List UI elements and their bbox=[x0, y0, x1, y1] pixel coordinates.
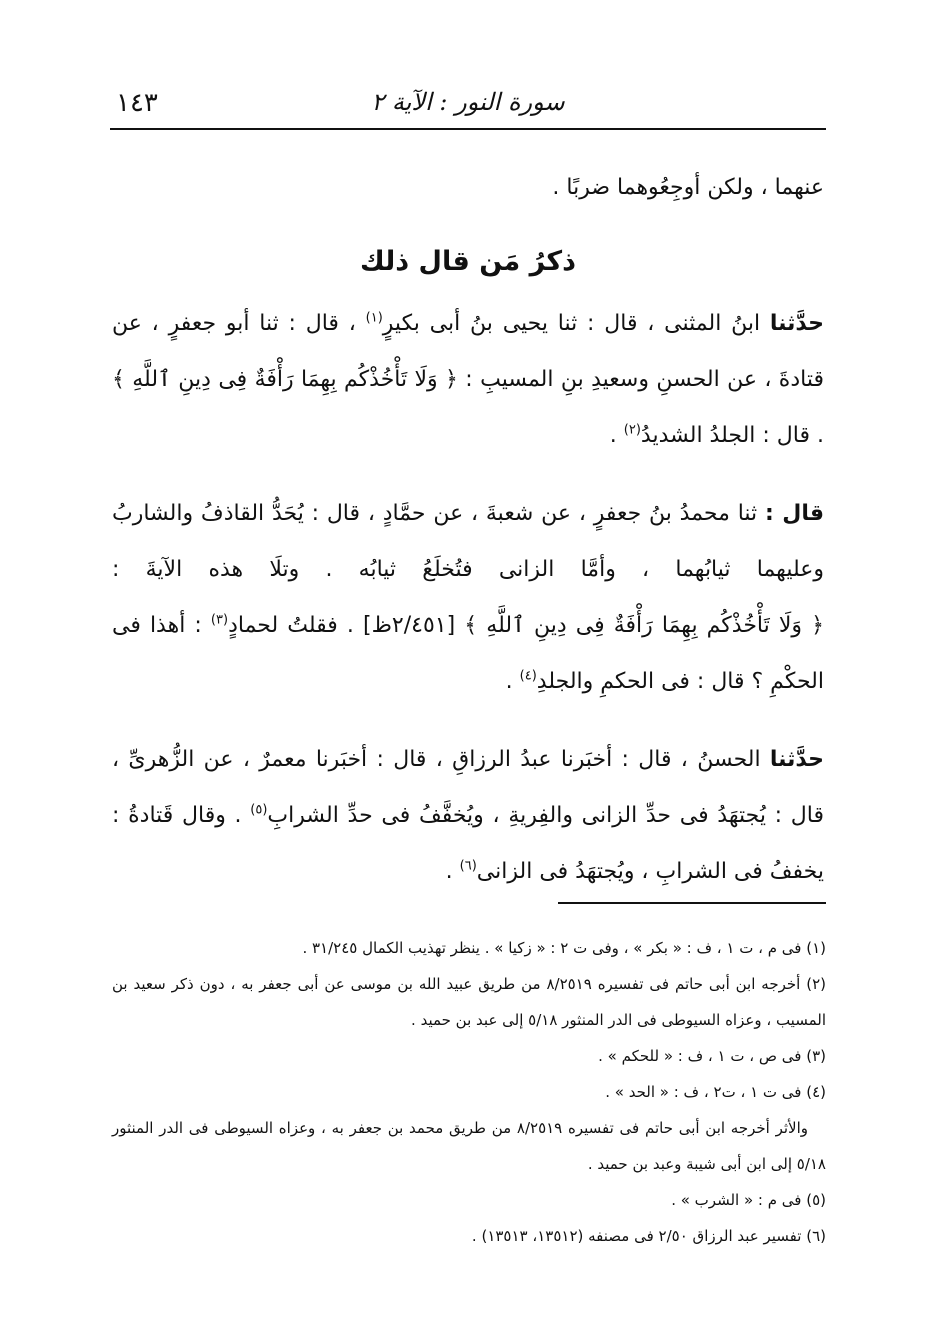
main-text bbox=[112, 160, 824, 922]
paragraph-lead: حدَّثنا bbox=[769, 747, 824, 772]
footnotes bbox=[112, 930, 826, 1254]
footnote-2: (٢) أخرجه ابن أبى حاتم فى تفسيره ٨/٢٥١٩ من طريق عبيد الله بن موسى عن أبى جعفر به ، دون ذكر سعيد بن المسيب ، وعزاه السيوطى فى الدر المنثور ٥/١٨ إلى عبد بن حميد . bbox=[112, 975, 827, 1029]
paragraph-text: . bbox=[609, 423, 624, 448]
page-header bbox=[110, 80, 826, 124]
running-title: سورة النور : الآية ٢ bbox=[371, 88, 565, 116]
paragraph-text: ثنا محمدُ بنُ جعفرٍ ، عن شعبةَ ، عن حمَّادٍ ، قال : يُحَدُّ القاذفُ والشاربُ وعليهما ثيابُهما ، وأمَّا الزانى فتُخلَعُ ثيابُه . وتلَا هذه الآيةَ : bbox=[112, 501, 824, 582]
footnote-ref: (٥) bbox=[250, 802, 268, 818]
paragraph-text: . bbox=[505, 669, 520, 694]
paragraph-text: ابنُ المثنى ، قال : ثنا يحيى بنُ أبى بكيرٍ bbox=[382, 311, 770, 336]
footnote-ref: (٦) bbox=[459, 858, 477, 874]
footnote-ref: (٣) bbox=[210, 612, 229, 628]
footnote-3: (٣) فى ص ، ت ١ ، ف : « للحكم » . bbox=[598, 1047, 826, 1065]
paragraph-lead: قال : bbox=[764, 501, 824, 526]
paragraph-text: ، قال : ثنا أبو جعفرٍ ، عن قتادةَ ، عن الحسنِ وسعيدِ بنِ المسيبِ : bbox=[112, 311, 824, 392]
footnote-5: (٥) فى م : « الشرب » . bbox=[671, 1191, 826, 1209]
paragraph-2 bbox=[112, 486, 824, 710]
paragraph-text: . قال : الجلدُ الشديدُ bbox=[640, 423, 824, 448]
footnote-4-continuation: والأثر أخرجه ابن أبى حاتم فى تفسيره ٨/٢٥١٩ من طريق محمد بن جعفر به ، وعزاه السيوطى فى الدر المنثور ٥/١٨ إلى ابن أبى شيبة وعبد بن حميد . bbox=[112, 1119, 826, 1173]
paragraph-text: . وقال قَتادةُ : يخففُ فى الشرابِ ، ويُجتهَدُ فى الزانى bbox=[112, 803, 824, 884]
paragraph-text: الحسنُ ، قال : أخبَرنا عبدُ الرزاقِ ، قال : أخبَرنا معمرٌ ، عن الزُّهرىِّ ، قال : يُجتهَدُ فى حدِّ الزانى والفِريةِ ، ويُخفَّفُ فى حدِّ الشرابِ bbox=[112, 747, 825, 828]
footnote-separator bbox=[558, 902, 826, 904]
footnote-4: (٤) فى ت ١ ، ت٢ ، ف : « الحد » . bbox=[605, 1083, 826, 1101]
paragraph-text: [٢/٤٥١ظ] . فقلتُ لحمادٍ bbox=[228, 613, 465, 638]
footnote-6: (٦) تفسير عبد الرزاق ٢/٥٠ فى مصنفه (١٣٥١٢، ١٣٥١٣) . bbox=[471, 1227, 826, 1245]
paragraph-3 bbox=[112, 732, 824, 900]
opening-line: عنهما ، ولكن أوجِعُوهما ضربًا . bbox=[552, 175, 824, 200]
section-heading: ذكرُ مَن قال ذلك bbox=[360, 246, 576, 277]
paragraph-text: . bbox=[445, 859, 460, 884]
paragraph-text: : أهذا فى الحكْمِ ؟ قال : فى الحكمِ والجلدِ bbox=[112, 613, 824, 694]
header-rule bbox=[110, 128, 826, 130]
footnote-1: (١) فى م ، ت ١ ، ف : « بكر » ، وفى ت ٢ : « زكيا » . ينظر تهذيب الكمال ٣١/٢٤٥ . bbox=[302, 939, 826, 957]
footnote-ref: (٢) bbox=[623, 422, 641, 438]
quran-quote: ﴿ وَلَا تَأْخُذْكُم بِهِمَا رَأْفَةٌ فِى دِينِ ٱللَّهِ ﴾ bbox=[112, 367, 458, 392]
paragraph-1 bbox=[112, 296, 824, 464]
footnote-ref: (٤) bbox=[519, 668, 537, 684]
page-number: ١٤٣ bbox=[116, 88, 158, 118]
quran-quote: ﴿ وَلَا تَأْخُذْكُم بِهِمَا رَأْفَةٌ فِى دِينِ ٱللَّهِ ﴾ bbox=[464, 613, 825, 638]
paragraph-lead: حدَّثنا bbox=[769, 311, 824, 336]
footnote-ref: (١) bbox=[365, 310, 383, 326]
